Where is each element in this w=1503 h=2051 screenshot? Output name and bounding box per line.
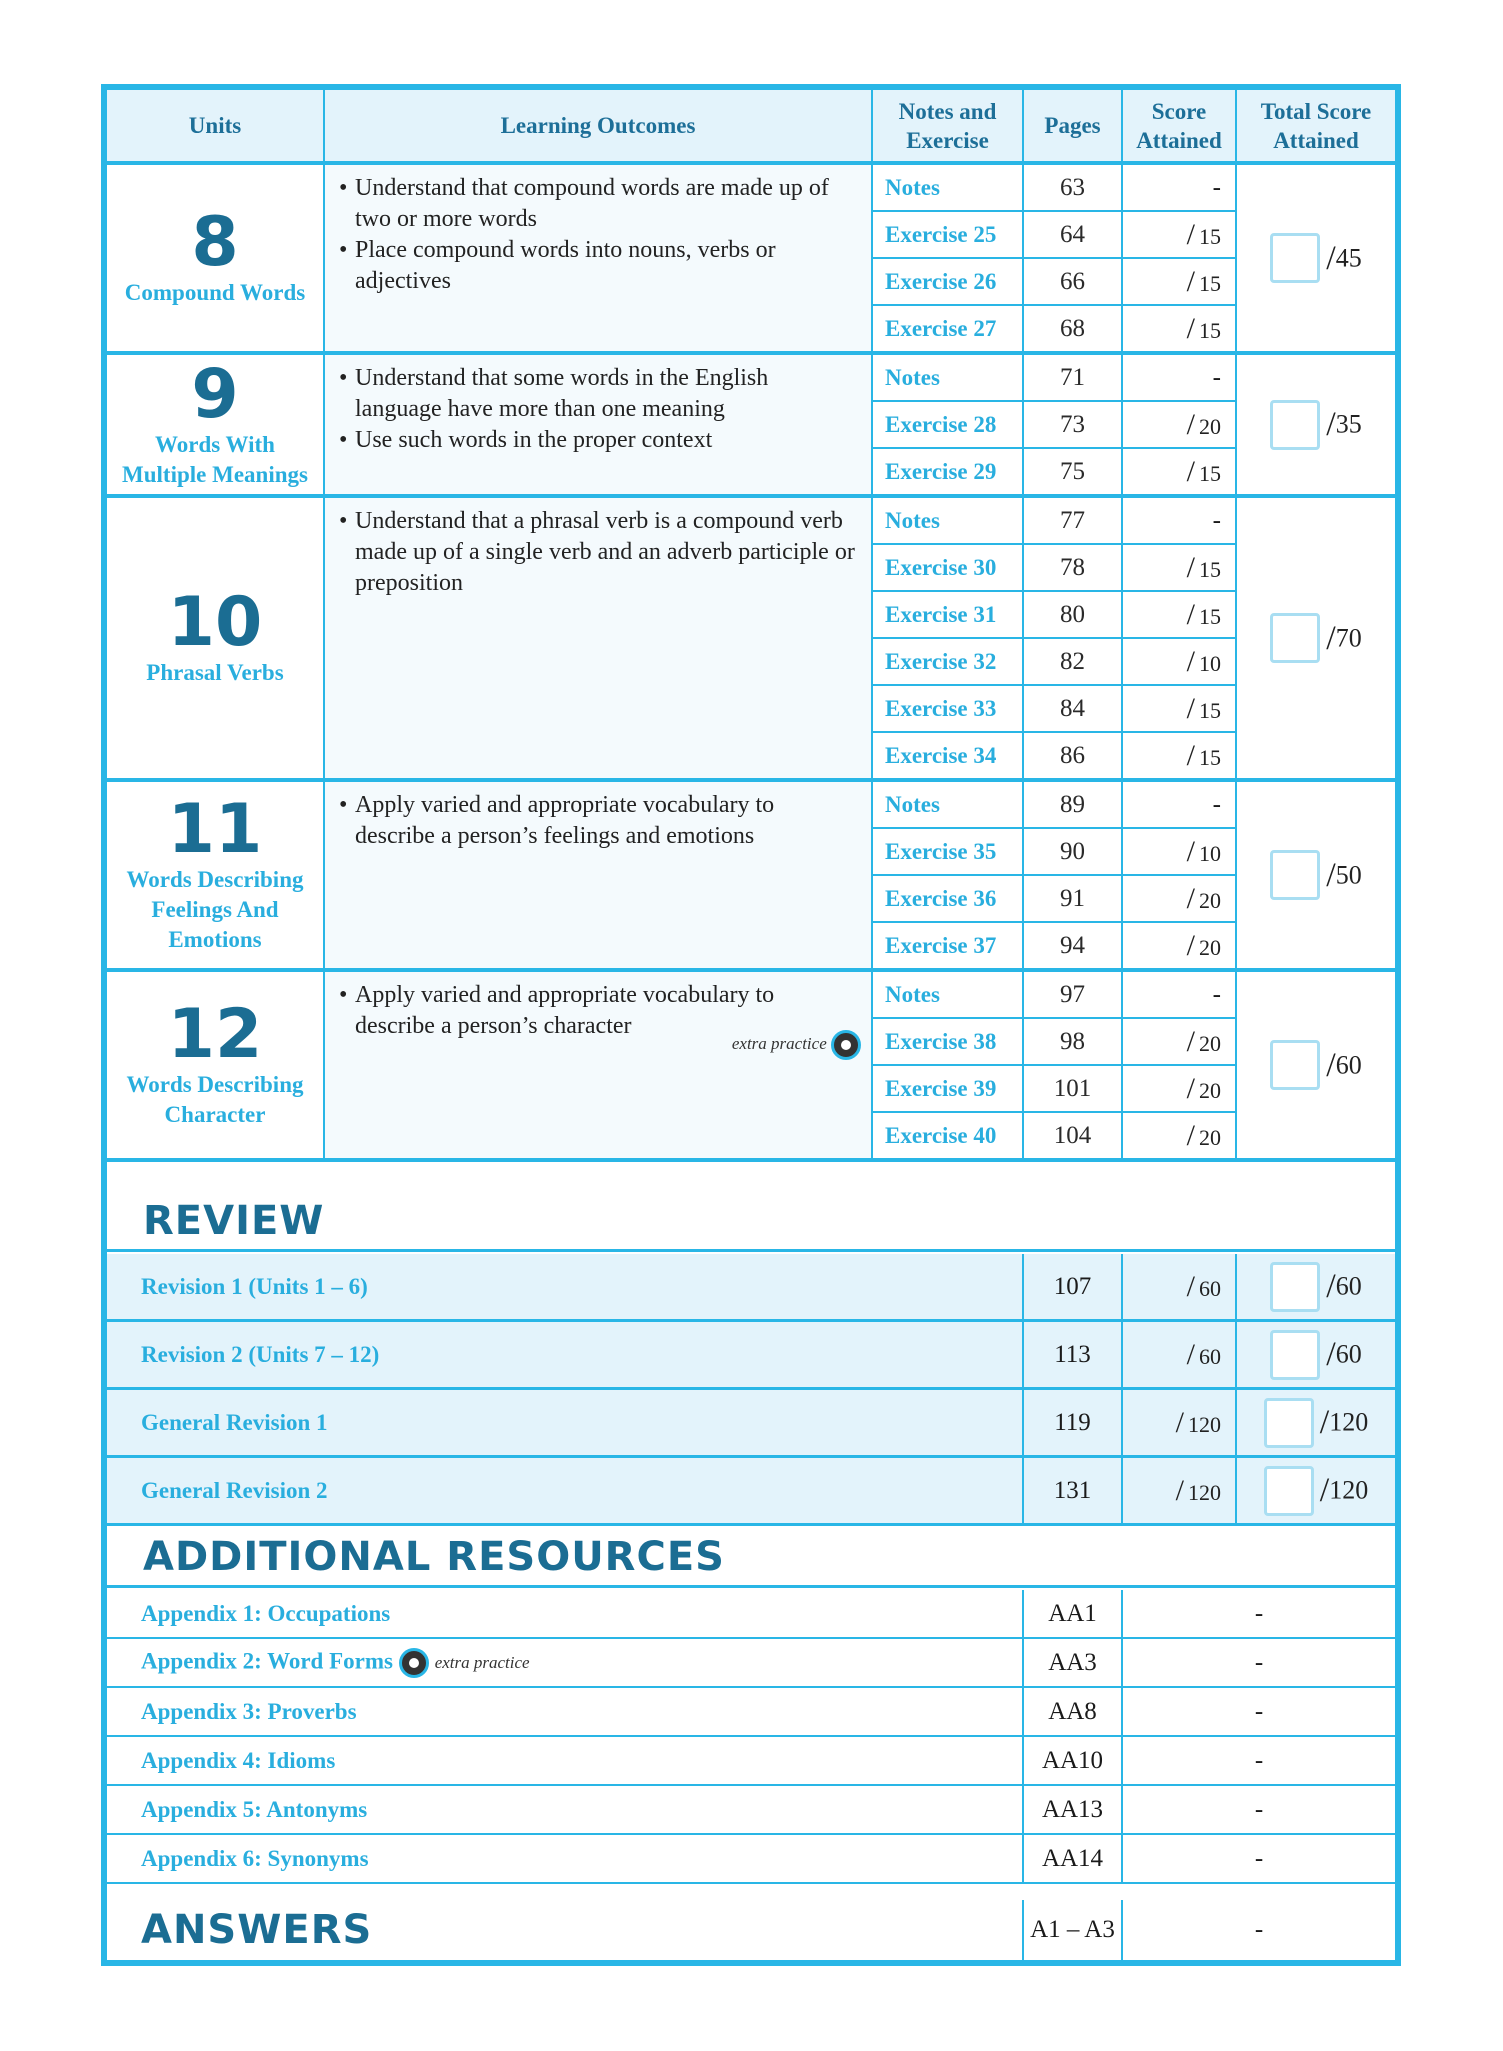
score-entry-box[interactable] (1270, 1330, 1320, 1380)
exercise-link[interactable]: Exercise 35 (873, 829, 1024, 876)
score-cell (1123, 212, 1237, 259)
page-number: 82 (1024, 639, 1123, 686)
page-number: 131 (1024, 1458, 1123, 1526)
score-max[interactable]: 10 (1199, 840, 1221, 866)
unit-cell (107, 355, 325, 498)
score-cell (1123, 355, 1237, 402)
answers-score: - (1254, 1916, 1264, 1943)
learning-outcomes-cell (325, 355, 873, 498)
score-cell (1123, 1390, 1237, 1458)
slash-mark: / (1186, 407, 1195, 441)
exercise-link[interactable]: Exercise 27 (873, 306, 1024, 355)
appendix-label[interactable]: Appendix 1: Occupations (141, 1600, 391, 1626)
slash-mark: / (1319, 1403, 1330, 1441)
page-number: 101 (1024, 1066, 1123, 1113)
resource-row (107, 1639, 1395, 1688)
unit-title: Compound Words (124, 280, 306, 305)
extra-practice-label: extra practice (434, 1652, 530, 1672)
score-cell (1123, 259, 1237, 306)
score-cell (1123, 733, 1237, 782)
score-max[interactable]: 15 (1199, 460, 1221, 486)
page-number: 98 (1024, 1019, 1123, 1066)
total-score (1270, 856, 1362, 893)
slash-mark: / (1326, 1046, 1336, 1083)
score-cell (1123, 1066, 1237, 1113)
appendix-link[interactable] (107, 1835, 1024, 1884)
score-cell (1123, 1019, 1237, 1066)
resource-row (107, 1835, 1395, 1884)
page-number: 66 (1024, 259, 1123, 306)
page-number: 89 (1024, 782, 1123, 829)
page-number: AA10 (1024, 1737, 1123, 1786)
slash-mark: / (1175, 1405, 1184, 1439)
slash-mark: / (1186, 644, 1195, 678)
page-number: 73 (1024, 402, 1123, 449)
header-row (107, 90, 1395, 165)
page-number: AA14 (1024, 1835, 1123, 1884)
total-score-cell (1237, 498, 1395, 782)
answers-row (107, 1900, 1395, 1960)
exercise-link[interactable]: Exercise 40 (873, 1113, 1024, 1162)
total-score (1264, 1471, 1369, 1509)
review-row (107, 1254, 1395, 1322)
score-dash: - (1123, 1590, 1395, 1639)
exercise-link[interactable]: Exercise 38 (873, 1019, 1024, 1066)
exercise-link[interactable]: Exercise 37 (873, 923, 1024, 972)
outcomes-list (325, 506, 871, 599)
review-heading: REVIEW (143, 1198, 325, 1244)
score-cell (1123, 545, 1237, 592)
header-total-score: Total Score Attained (1237, 90, 1395, 165)
resources-heading-bar (107, 1526, 1395, 1588)
contents-frame (101, 84, 1401, 1966)
score-cell (1123, 829, 1237, 876)
page-number: 63 (1024, 165, 1123, 212)
page-number: 94 (1024, 923, 1123, 972)
page-number: 86 (1024, 733, 1123, 782)
page-number: AA13 (1024, 1786, 1123, 1835)
outcome-item: • Understand that compound words are made up of two or more words (339, 173, 859, 235)
cd-disc-icon (831, 1030, 861, 1060)
score-cell (1123, 923, 1237, 972)
review-row (107, 1390, 1395, 1458)
review-heading-bar (107, 1190, 1395, 1252)
score-dash: - (1123, 1688, 1395, 1737)
score-max[interactable]: 60 (1199, 1343, 1221, 1369)
unit-cell (107, 165, 325, 355)
exercise-link[interactable]: Exercise 28 (873, 402, 1024, 449)
total-score (1270, 619, 1362, 656)
exercise-link[interactable]: Notes (873, 355, 1024, 402)
score-cell (1123, 876, 1237, 923)
slash-mark: / (1186, 264, 1195, 298)
score-entry-box[interactable] (1270, 1262, 1320, 1312)
appendix-label[interactable]: Appendix 4: Idioms (141, 1747, 336, 1773)
slash-mark: / (1326, 1335, 1336, 1373)
appendix-label[interactable]: Appendix 2: Word Forms (141, 1647, 393, 1673)
appendix-label[interactable]: Appendix 5: Antonyms (141, 1796, 368, 1822)
slash-mark: / (1186, 881, 1195, 915)
total-max: 35 (1335, 409, 1362, 439)
score-dash: - (1212, 173, 1221, 201)
score-entry-box[interactable] (1264, 1398, 1314, 1448)
page-number: 107 (1024, 1254, 1123, 1322)
slash-mark: / (1326, 239, 1336, 276)
total-score (1270, 1267, 1362, 1305)
slash-mark: / (1186, 1269, 1195, 1303)
total-score-cell (1237, 1254, 1395, 1322)
appendix-label[interactable]: Appendix 3: Proverbs (141, 1698, 357, 1724)
unit-title: Multiple Meanings (122, 461, 308, 487)
unit-number: 12 (167, 995, 263, 1074)
unit-row (107, 355, 1395, 402)
learning-outcomes-cell (325, 782, 873, 972)
score-max[interactable]: 15 (1199, 603, 1221, 629)
unit-title: Words Describing (126, 1072, 304, 1097)
outcomes-list (325, 363, 871, 456)
slash-mark: / (1326, 1267, 1336, 1305)
exercise-link[interactable]: Notes (873, 165, 1024, 212)
slash-mark: / (1186, 691, 1195, 725)
score-dash: - (1212, 790, 1221, 818)
total-max: 60 (1335, 1339, 1362, 1369)
slash-mark: / (1186, 928, 1195, 962)
page-number: 80 (1024, 592, 1123, 639)
score-cell (1123, 165, 1237, 212)
slash-mark: / (1186, 1118, 1195, 1152)
slash-mark: / (1326, 856, 1336, 893)
page-number: 104 (1024, 1113, 1123, 1162)
exercise-link[interactable]: Notes (873, 498, 1024, 545)
header-score-attained: Score Attained (1123, 90, 1237, 165)
header-notes-exercise: Notes and Exercise (873, 90, 1024, 165)
exercise-link[interactable]: Exercise 39 (873, 1066, 1024, 1113)
unit-cell (107, 498, 325, 782)
answers-heading: ANSWERS (107, 1900, 1024, 1960)
total-score-cell (1237, 782, 1395, 972)
resource-row (107, 1590, 1395, 1639)
score-max[interactable]: 15 (1199, 223, 1221, 249)
score-max[interactable]: 120 (1188, 1411, 1221, 1437)
exercise-link[interactable]: Notes (873, 782, 1024, 829)
slash-mark: / (1186, 1071, 1195, 1105)
unit-row (107, 782, 1395, 829)
score-cell (1123, 1458, 1237, 1526)
revision-link[interactable]: General Revision 1 (107, 1390, 1024, 1458)
total-max: 60 (1335, 1050, 1362, 1079)
score-entry-box[interactable] (1270, 400, 1320, 450)
score-dash: - (1212, 363, 1221, 391)
unit-title: Character (164, 1102, 266, 1127)
header-learning-outcomes: Learning Outcomes (325, 90, 873, 165)
score-max[interactable]: 20 (1199, 413, 1221, 439)
score-cell (1123, 1254, 1237, 1322)
score-max[interactable]: 120 (1188, 1479, 1221, 1505)
score-max[interactable]: 15 (1199, 317, 1221, 343)
slash-mark: / (1186, 597, 1195, 631)
slash-mark: / (1186, 454, 1195, 488)
exercise-link[interactable]: Exercise 34 (873, 733, 1024, 782)
outcome-item: • Place compound words into nouns, verbs or adjectives (339, 235, 859, 297)
score-cell (1123, 639, 1237, 686)
slash-mark: / (1186, 1024, 1195, 1058)
outcomes-list (325, 173, 871, 297)
slash-mark: / (1175, 1473, 1184, 1507)
total-max: 50 (1335, 860, 1362, 889)
page-number: 84 (1024, 686, 1123, 733)
unit-number: 10 (167, 583, 263, 662)
score-max[interactable]: 60 (1199, 1275, 1221, 1301)
appendix-label[interactable]: Appendix 6: Synonyms (141, 1845, 369, 1871)
score-cell (1123, 402, 1237, 449)
slash-mark: / (1319, 1471, 1330, 1509)
score-max[interactable]: 20 (1199, 1077, 1221, 1103)
total-score-cell (1237, 165, 1395, 355)
total-score (1270, 1046, 1362, 1083)
unit-number: 11 (167, 790, 263, 869)
appendix-link[interactable] (107, 1639, 1024, 1688)
score-max[interactable]: 20 (1199, 887, 1221, 913)
unit-row (107, 165, 1395, 212)
score-max[interactable]: 15 (1199, 744, 1221, 770)
score-max[interactable]: 15 (1199, 556, 1221, 582)
page-number: 68 (1024, 306, 1123, 355)
revision-link[interactable]: Revision 1 (Units 1 – 6) (107, 1254, 1024, 1322)
page-number: AA1 (1024, 1590, 1123, 1639)
score-max[interactable]: 20 (1199, 1124, 1221, 1150)
resource-row (107, 1786, 1395, 1835)
unit-title: Words With (155, 431, 275, 457)
total-score (1264, 1403, 1369, 1441)
revision-link[interactable]: General Revision 2 (107, 1458, 1024, 1526)
exercise-link[interactable]: Exercise 33 (873, 686, 1024, 733)
slash-mark: / (1186, 217, 1195, 251)
page-number: 113 (1024, 1322, 1123, 1390)
score-dash: - (1123, 1737, 1395, 1786)
score-dash: - (1212, 506, 1221, 534)
score-cell (1123, 306, 1237, 355)
score-cell (1123, 782, 1237, 829)
header-units: Units (107, 90, 325, 165)
total-score (1270, 239, 1362, 276)
score-max[interactable]: 20 (1199, 1030, 1221, 1056)
score-dash: - (1212, 980, 1221, 1008)
learning-outcomes-cell (325, 165, 873, 355)
learning-outcomes-cell (325, 498, 873, 782)
unit-number: 9 (191, 354, 239, 434)
unit-row (107, 498, 1395, 545)
resources-heading: ADDITIONAL RESOURCES (143, 1534, 725, 1580)
total-score-cell (1237, 1458, 1395, 1526)
total-score-cell (1237, 355, 1395, 498)
outcomes-list (325, 790, 871, 852)
page-number: 75 (1024, 449, 1123, 498)
exercise-link[interactable]: Exercise 25 (873, 212, 1024, 259)
unit-title: Words Describing (126, 867, 304, 892)
score-entry-box[interactable] (1270, 850, 1320, 900)
unit-title: Phrasal Verbs (146, 660, 284, 685)
score-entry-box[interactable] (1264, 1466, 1314, 1516)
resource-row (107, 1737, 1395, 1786)
total-score-cell (1237, 1322, 1395, 1390)
outcome-item: • Use such words in the proper context (339, 425, 859, 456)
score-entry-box[interactable] (1270, 1040, 1320, 1090)
review-row (107, 1322, 1395, 1390)
outcome-item: • Understand that some words in the English language have more than one meaning (339, 363, 859, 425)
extra-practice-label: extra practice (731, 1033, 827, 1053)
page-number: 64 (1024, 212, 1123, 259)
score-cell (1123, 1113, 1237, 1162)
score-dash: - (1123, 1835, 1395, 1884)
page-number: 77 (1024, 498, 1123, 545)
unit-number: 8 (191, 203, 239, 282)
slash-mark: / (1186, 550, 1195, 584)
total-max: 45 (1335, 243, 1362, 272)
appendix-link[interactable] (107, 1590, 1024, 1639)
slash-mark: / (1326, 619, 1336, 656)
exercise-link[interactable]: Exercise 29 (873, 449, 1024, 498)
score-entry-box[interactable] (1270, 613, 1320, 663)
slash-mark: / (1186, 834, 1195, 868)
outcome-item: • Understand that a phrasal verb is a compound verb made up of a single verb and an adverb participle or preposition (339, 506, 859, 599)
slash-mark: / (1186, 738, 1195, 772)
slash-mark: / (1186, 311, 1195, 345)
unit-cell (107, 782, 325, 972)
exercise-link[interactable]: Exercise 30 (873, 545, 1024, 592)
outcome-item: • Apply varied and appropriate vocabulary to describe a person’s feelings and emotions (339, 790, 859, 852)
units-table (107, 90, 1395, 1162)
unit-row (107, 972, 1395, 1019)
score-max[interactable]: 15 (1199, 697, 1221, 723)
score-entry-box[interactable] (1270, 233, 1320, 283)
extra-practice-note (732, 1030, 861, 1060)
page-number: 119 (1024, 1390, 1123, 1458)
appendix-link[interactable] (107, 1786, 1024, 1835)
revision-link[interactable]: Revision 2 (Units 7 – 12) (107, 1322, 1024, 1390)
unit-title: Feelings And (151, 897, 279, 922)
unit-cell (107, 972, 325, 1162)
total-score-cell (1237, 972, 1395, 1162)
appendix-link[interactable] (107, 1737, 1024, 1786)
exercise-link[interactable]: Exercise 26 (873, 259, 1024, 306)
page-number: 91 (1024, 876, 1123, 923)
review-row (107, 1458, 1395, 1526)
score-cell (1123, 972, 1237, 1019)
score-max[interactable]: 20 (1199, 934, 1221, 960)
total-score (1270, 405, 1362, 443)
outcome-item: • Apply varied and appropriate vocabulary to describe a person’s character (339, 980, 859, 1042)
answers-page: A1 – A3 (1024, 1900, 1123, 1960)
header-pages: Pages (1024, 90, 1123, 165)
score-cell (1123, 449, 1237, 498)
slash-mark: / (1326, 405, 1336, 443)
total-max: 120 (1329, 1475, 1369, 1505)
score-cell (1123, 498, 1237, 545)
exercise-link[interactable]: Exercise 32 (873, 639, 1024, 686)
cd-disc-icon (399, 1648, 429, 1678)
exercise-link[interactable]: Exercise 31 (873, 592, 1024, 639)
review-table (107, 1254, 1395, 1526)
total-max: 120 (1329, 1407, 1369, 1437)
exercise-link[interactable]: Exercise 36 (873, 876, 1024, 923)
resource-row (107, 1688, 1395, 1737)
score-cell (1123, 686, 1237, 733)
score-dash: - (1123, 1786, 1395, 1835)
page-number: AA8 (1024, 1688, 1123, 1737)
total-score-cell (1237, 1390, 1395, 1458)
total-max: 60 (1335, 1271, 1362, 1301)
page-number: 90 (1024, 829, 1123, 876)
score-cell (1123, 592, 1237, 639)
score-cell (1123, 1322, 1237, 1390)
score-max[interactable]: 10 (1199, 650, 1221, 676)
page-number: AA3 (1024, 1639, 1123, 1688)
appendix-link[interactable] (107, 1688, 1024, 1737)
total-score (1270, 1335, 1362, 1373)
page-number: 78 (1024, 545, 1123, 592)
total-max: 70 (1335, 623, 1362, 652)
page-number: 71 (1024, 355, 1123, 402)
learning-outcomes-cell (325, 972, 873, 1162)
page-number: 97 (1024, 972, 1123, 1019)
resources-table (107, 1590, 1395, 1884)
slash-mark: / (1186, 1337, 1195, 1371)
exercise-link[interactable]: Notes (873, 972, 1024, 1019)
unit-title: Emotions (168, 927, 262, 952)
score-max[interactable]: 15 (1199, 270, 1221, 296)
score-dash: - (1123, 1639, 1395, 1688)
